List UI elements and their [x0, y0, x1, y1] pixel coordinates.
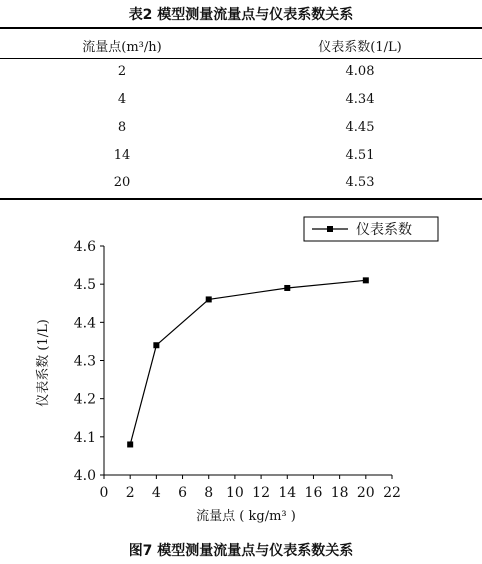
table-header-coefficient: 仪表系数(1/L) [318, 40, 402, 55]
table-header-flow: 流量点(m³/h) [82, 40, 162, 55]
x-tick-label: 16 [304, 485, 323, 501]
y-axis-title: 仪表系数 (1/L) [36, 319, 51, 407]
table-top-rule [0, 27, 482, 29]
data-point [153, 342, 159, 348]
table-title: 表2 模型测量流量点与仪表系数关系 [128, 7, 354, 23]
table-header-rule [0, 58, 482, 59]
table-cell-flow: 14 [113, 148, 131, 163]
legend-marker [327, 226, 333, 232]
x-tick-label: 2 [125, 485, 135, 501]
table-cell-coefficient: 4.45 [345, 120, 375, 135]
x-tick-label: 10 [225, 485, 244, 501]
y-tick-label: 4.5 [73, 277, 96, 294]
y-tick-label: 4.1 [73, 429, 96, 446]
table-bottom-rule [0, 198, 482, 200]
table-cell-coefficient: 4.51 [345, 148, 375, 163]
y-tick-label: 4.2 [73, 391, 96, 408]
data-point [363, 277, 369, 283]
line-chart [0, 205, 482, 535]
x-tick-label: 0 [99, 485, 109, 501]
data-point [284, 285, 290, 291]
figure-title: 图7 模型测量流量点与仪表系数关系 [128, 543, 354, 559]
x-tick-label: 18 [330, 485, 349, 501]
x-tick-label: 4 [151, 485, 161, 501]
y-tick-label: 4.4 [73, 315, 96, 332]
x-tick-label: 6 [178, 485, 188, 501]
table-cell-flow: 4 [117, 92, 127, 107]
legend [304, 217, 438, 241]
y-tick-label: 4.3 [73, 353, 96, 370]
x-tick-label: 20 [356, 485, 375, 501]
data-point [206, 296, 212, 302]
table-cell-coefficient: 4.53 [345, 175, 375, 190]
x-tick-label: 14 [278, 485, 297, 501]
data-point [127, 441, 133, 447]
table-cell-coefficient: 4.34 [345, 92, 375, 107]
legend-label: 仪表系数 [356, 222, 412, 238]
table-cell-coefficient: 4.08 [345, 64, 375, 79]
y-tick-label: 4.0 [73, 468, 96, 484]
table-cell-flow: 20 [113, 175, 131, 190]
x-tick-label: 12 [252, 485, 271, 501]
x-tick-label: 22 [383, 485, 401, 501]
table-cell-flow: 2 [117, 64, 127, 79]
table-cell-flow: 8 [117, 120, 127, 135]
x-axis-title: 流量点 ( kg/m³ ) [196, 509, 296, 524]
x-tick-label: 8 [204, 485, 214, 501]
series-line [130, 280, 366, 444]
y-tick-label: 4.6 [73, 239, 96, 255]
